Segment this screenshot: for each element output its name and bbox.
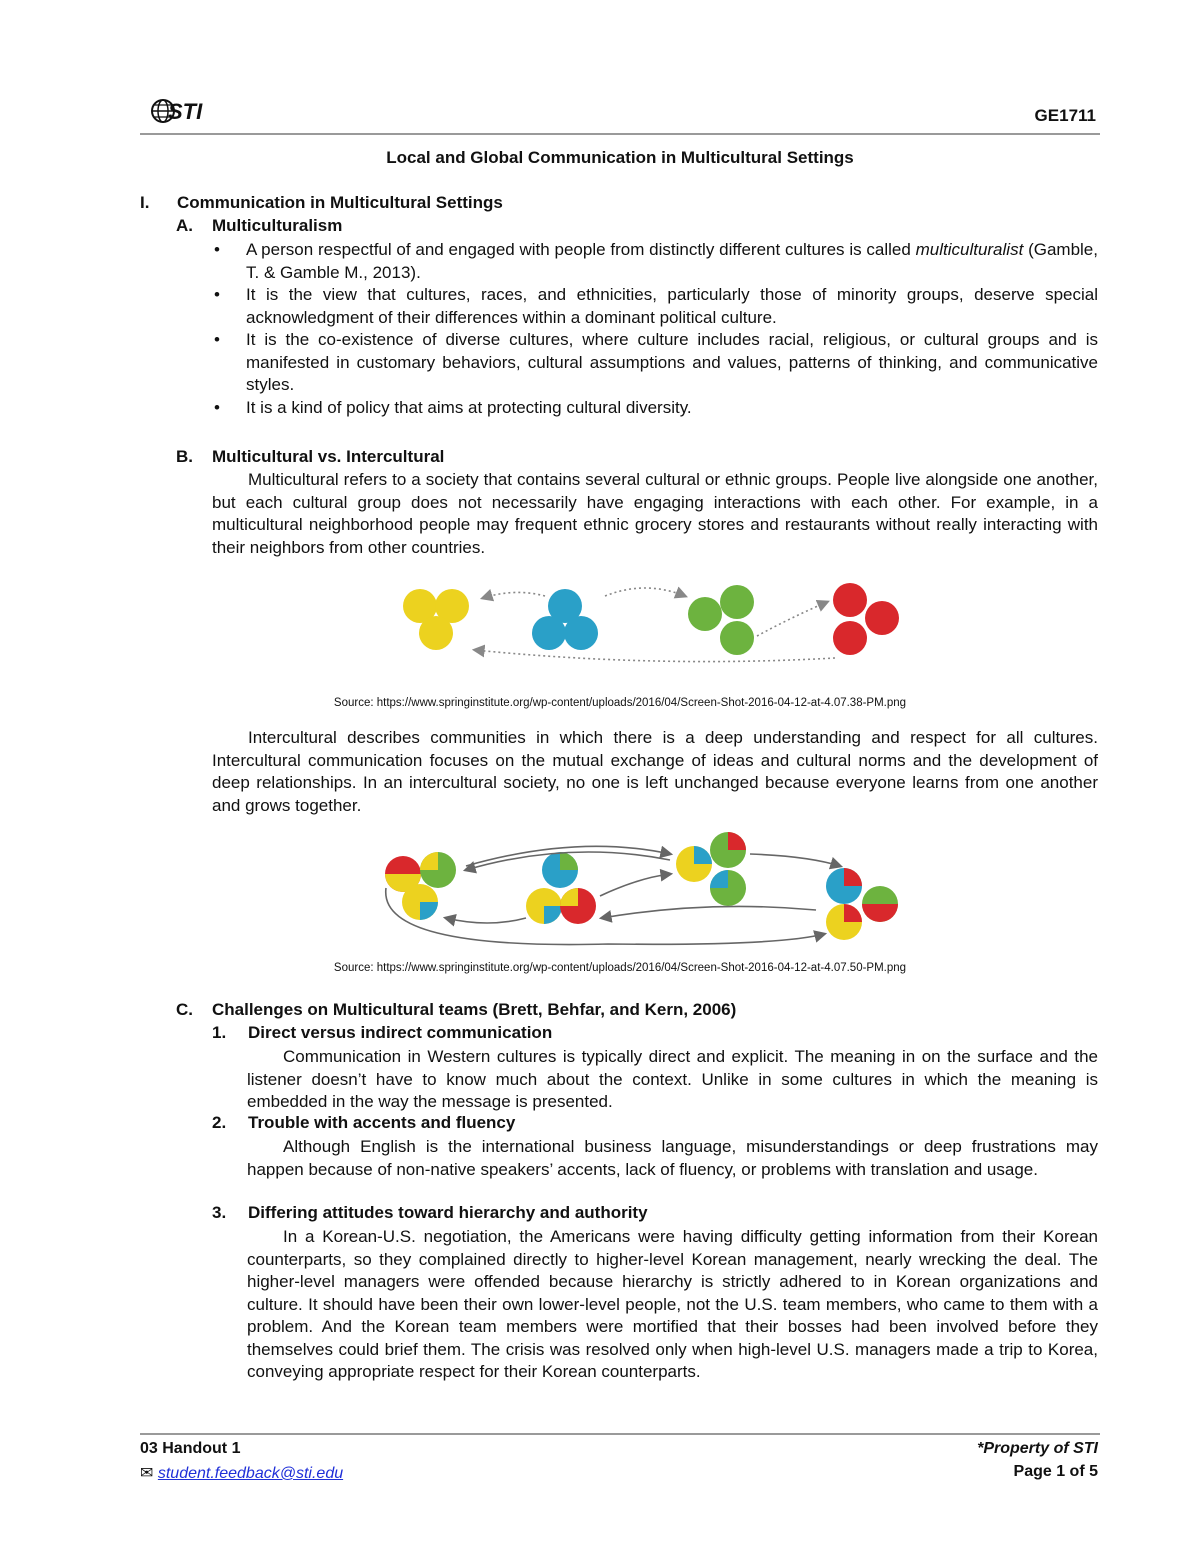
arrow — [446, 918, 526, 923]
subsection-letter: B. — [176, 447, 193, 466]
arrow — [386, 888, 824, 945]
list-item: • It is the co-existence of diverse cultures, where culture includes racial, religious, or cultural groups and is manifested in customary behaviors, cultural assumptions and values, patterns of thinking, and communicative styles. — [214, 330, 1098, 394]
section-title: Communication in Multicultural Settings — [177, 193, 503, 212]
challenge-heading-1: 1. Direct versus indirect communication — [212, 1023, 553, 1042]
red-group — [833, 583, 899, 655]
envelope-icon: ✉ — [140, 1465, 154, 1482]
feedback-email — [140, 1463, 343, 1483]
page-title: Local and Global Communication in Multicultural Settings — [386, 148, 854, 167]
green-group — [688, 585, 754, 655]
feedback-email-link[interactable]: student.feedback@sti.edu — [157, 1465, 344, 1482]
dashed-arrow — [605, 588, 685, 596]
intercultural-diagram — [378, 826, 908, 957]
arrow — [600, 874, 670, 896]
property-notice: *Property of STI — [977, 1440, 1098, 1457]
arrow — [602, 906, 816, 918]
dashed-arrow — [475, 650, 835, 662]
challenge-text-3: In a Korean-U.S. negotiation, the Americans were having difficulty getting information from their Korean counterparts, so they complained directly to higher-level Korean management, nearly wrecking the deal. The higher-level managers were offended because hierarchy is strictly adhered to in Korean organizations and culture. It should have been their own lower-level people, not the U.S. team members, who came to them with a problem. And the Korean team members were mortified that their bosses had been involved before they themselves could brief them. The crisis was resolved only when high-level U.S. managers made a trip to Korea, conveying appropriate respect for their Korean counterparts. — [247, 1227, 1098, 1381]
challenge-text-2: Although English is the international business language, misunderstandings or deep frustrations may happen because of non-native speakers’ accents, lack of fluency, or problems with translation and usage. — [247, 1137, 1098, 1179]
multiculturalism-bullets — [212, 239, 1098, 419]
subsection-heading-c — [176, 1000, 736, 1020]
mixed-group-1 — [385, 852, 456, 920]
figure-caption: Source: https://www.springinstitute.org/wp-content/uploads/2016/04/Screen-Shot-2016-04-12-at-4.07.50-PM.png — [333, 962, 907, 974]
handout-label: 03 Handout 1 — [140, 1440, 241, 1457]
yellow-group — [403, 589, 469, 650]
mixed-group-4 — [826, 868, 898, 940]
logo-text: STI — [168, 99, 203, 124]
subsection-title: Multiculturalism — [212, 216, 343, 235]
subsection-heading-a — [176, 216, 342, 236]
subsection-heading-b — [176, 447, 444, 467]
list-item: • It is a kind of policy that aims at protecting cultural diversity. — [212, 397, 1098, 420]
mixed-group-3 — [676, 832, 746, 906]
bullet-icon: • — [214, 240, 220, 259]
arrow — [750, 854, 840, 866]
dashed-arrow — [483, 592, 545, 598]
subsection-title: Challenges on Multicultural teams (Brett, Behfar, and Kern, 2006) — [212, 1000, 737, 1019]
header-divider — [140, 133, 1100, 135]
challenge-text-1: Communication in Western cultures is typically direct and explicit. The meaning in on the surface and the listener doesn’t have to know much about the context. Unlike in some cultures in which the meaning is embedded in the way the message is presented. — [247, 1047, 1098, 1111]
subsection-title: Multicultural vs. Intercultural — [212, 447, 445, 466]
multicultural-diagram — [395, 578, 905, 675]
course-code: GE1711 — [1034, 106, 1096, 125]
list-item: • A person respectful of and engaged with people from distinctly different cultures is called multiculturalist (Gamble, T. & Gamble M., 2013). — [214, 240, 1098, 282]
bullet-icon: • — [214, 397, 220, 417]
list-item: • It is the view that cultures, races, and ethnicities, particularly those of minority groups, deserve special acknowledgment of their differences within a dominant political culture. — [214, 285, 1098, 327]
section-number: I. — [140, 193, 150, 212]
bullet-icon: • — [214, 330, 220, 349]
page-number: Page 1 of 5 — [1013, 1463, 1098, 1480]
intercultural-paragraph: Intercultural describes communities in which there is a deep understanding and respect for all cultures. Intercultural communication focuses on the mutual exchange of ideas and cultural norms and the development of deep relationships. In an intercultural society, no one is left unchanged because everyone learns from one another and grows together. — [212, 728, 1098, 815]
sti-logo — [150, 96, 220, 126]
challenge-heading-3: 3. Differing attitudes toward hierarchy and authority — [212, 1203, 648, 1222]
multicultural-paragraph: Multicultural refers to a society that contains several cultural or ethnic groups. People live alongside one another, but each cultural group does not necessarily have engaging interactions with each other. For example, in a multicultural neighborhood people may frequent ethnic grocery stores and restaurants without really interacting with their neighbors from other countries. — [212, 470, 1098, 557]
challenge-heading-2: 2. Trouble with accents and fluency — [212, 1113, 516, 1132]
section-heading-1 — [140, 193, 503, 213]
subsection-letter: A. — [176, 216, 193, 235]
dashed-arrow — [757, 602, 827, 636]
blue-group — [532, 589, 598, 650]
bullet-icon: • — [214, 285, 220, 304]
figure-caption: Source: https://www.springinstitute.org/wp-content/uploads/2016/04/Screen-Shot-2016-04-12-at-4.07.38-PM.png — [333, 697, 907, 709]
footer-divider — [140, 1433, 1100, 1435]
subsection-letter: C. — [176, 1000, 193, 1019]
mixed-group-2 — [526, 852, 596, 924]
